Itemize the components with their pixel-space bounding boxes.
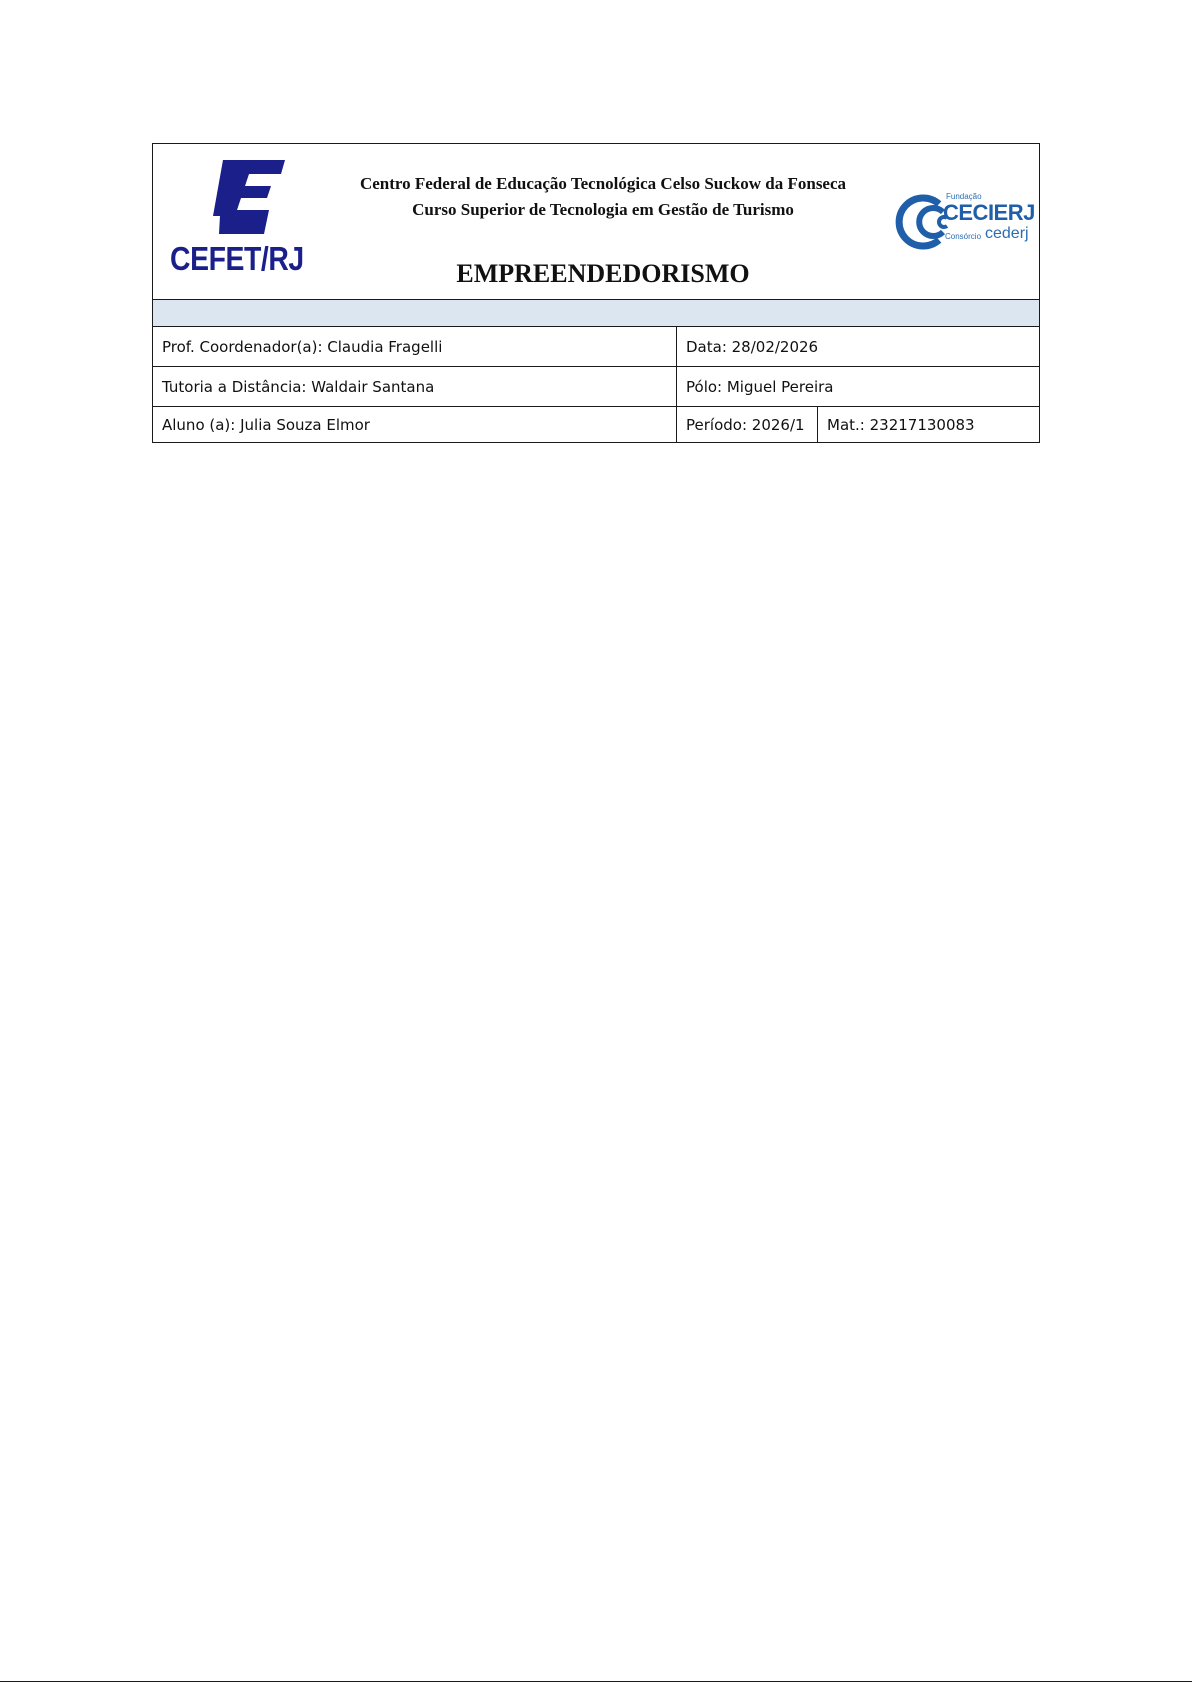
info-row-coordinator <box>153 327 1039 367</box>
cefet-logo-text: CEFET/RJ <box>170 240 304 277</box>
institution-name: Centro Federal de Educação Tecnológica Celso Suckow da Fonseca <box>359 174 847 193</box>
header-separator-band <box>153 300 1039 327</box>
cefet-e-mark-icon <box>209 156 289 238</box>
header-banner <box>153 144 1039 300</box>
course-program-name: Curso Superior de Tecnologia em Gestão de Turismo <box>412 200 794 219</box>
cederj-name: cederj <box>985 225 1029 242</box>
date-field: Data: 28/02/2026 <box>686 337 819 356</box>
page-bottom-rule <box>0 1681 1192 1682</box>
cederj-consortium-label: Consórcio <box>945 232 982 241</box>
student-field: Aluno (a): Julia Souza Elmor <box>153 406 677 443</box>
registration-field: Mat.: 23217130083 <box>827 415 975 434</box>
cecierj-foundation-label: Fundação <box>946 192 982 201</box>
document-header-table <box>152 143 1040 443</box>
period-field: Período: 2026/1 <box>677 406 818 443</box>
polo-field: Pólo: Miguel Pereira <box>686 377 834 396</box>
info-row-tutor <box>153 367 1039 407</box>
course-title: EMPREENDEDORISMO <box>456 259 750 288</box>
coordinator-field: Prof. Coordenador(a): Claudia Fragelli <box>153 327 677 366</box>
info-row-student <box>153 406 1039 443</box>
cecierj-logo <box>893 192 1033 252</box>
cefet-logo <box>167 156 317 276</box>
tutor-field: Tutoria a Distância: Waldair Santana <box>153 367 677 406</box>
cecierj-name: CECIERJ <box>943 200 1035 225</box>
